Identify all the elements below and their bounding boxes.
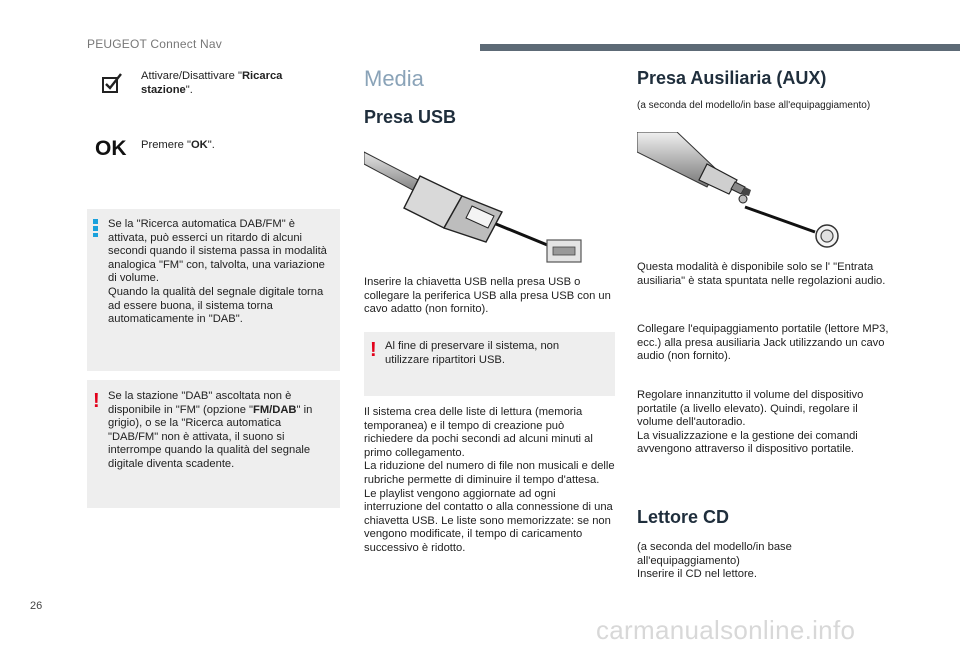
watermark: carmanualsonline.info (596, 615, 856, 645)
checkbox-icon (101, 72, 123, 94)
aux-text-3: Regolare innanzitutto il volume del dispositivo portatile (a livello elevato). Quindi, regolare il volume dell'autoradio. La visualizzazione e la gestione dei comandi avvengono attraverso il dispositivo portatile. (637, 389, 864, 456)
jack-illustration (637, 132, 842, 250)
ok-icon: OK (95, 137, 127, 160)
usb-text-2: Il sistema crea delle liste di lettura (memoria temporanea) e il tempo di creazione può richiedere da pochi secondi ad alcuni minuti al primo collegamento. La riduzione del numero di file non musicali e delle rubriche permette di diminuire il tempo d'attesa. Le playlist vengono aggiornate ad ogni interruzione del contatto o alla connessione di una chiavetta USB. Le liste sono memorizzate: se non vengono modificate, il tempo di caricamento successivo è ridotto. (364, 406, 615, 554)
header-bar (480, 44, 960, 51)
usb-warning-icon: ! (370, 339, 377, 361)
step-toggle-station: Attivare/Disattivare "Ricarca stazione". (141, 70, 283, 96)
heading-usb: Presa USB (364, 107, 457, 127)
warning-icon: ! (93, 390, 100, 412)
heading-aux: Presa Ausiliaria (AUX) (637, 68, 827, 88)
page-number: 26 (30, 600, 43, 612)
running-header: PEUGEOT Connect Nav (87, 37, 222, 51)
usb-text-1: Inserire la chiavetta USB nella presa USB o collegare la periferica USB alla presa USB con un cavo adatto (non fornito). (364, 276, 611, 316)
aux-text-1: Questa modalità è disponibile solo se l' "Entrata ausiliaria" è stata spuntata nelle regolazioni audio. (637, 261, 886, 287)
heading-cd: Lettore CD (637, 507, 730, 527)
step-press-ok: Premere "OK". (141, 139, 215, 151)
warning-box-text: Se la stazione "DAB" ascoltata non è disponibile in "FM" (opzione "FM/DAB" in grigio), o se la "Ricerca automatica "DAB/FM" non è attivata, il suono si interrompe quando la qualità del segnale digitale diventa scadente. (108, 390, 313, 470)
aux-note: (a seconda del modello/in base all'equipaggiamento) (637, 100, 871, 111)
info-marker-icon (93, 219, 98, 237)
usb-warning-text: Al fine di preservare il sistema, non utilizzare ripartitori USB. (385, 340, 560, 366)
cd-text: (a seconda del modello/in base all'equipaggiamento) Inserire il CD nel lettore. (637, 541, 792, 581)
aux-text-2: Collegare l'equipaggiamento portatile (lettore MP3, ecc.) alla presa ausiliaria Jack utilizzando un cavo audio (non fornito). (637, 323, 889, 363)
usb-illustration (364, 146, 594, 266)
info-box-text: Se la "Ricerca automatica DAB/FM" è attivata, può esserci un ritardo di alcuni secondi quando il sistema passa in modalità analogica "FM" con, talvolta, una variazione di volume. Quando la qualità del segnale digitale torna ad essere buona, il sistema torna automaticamente in "DAB". (108, 218, 327, 326)
section-title-media: Media (364, 66, 424, 91)
